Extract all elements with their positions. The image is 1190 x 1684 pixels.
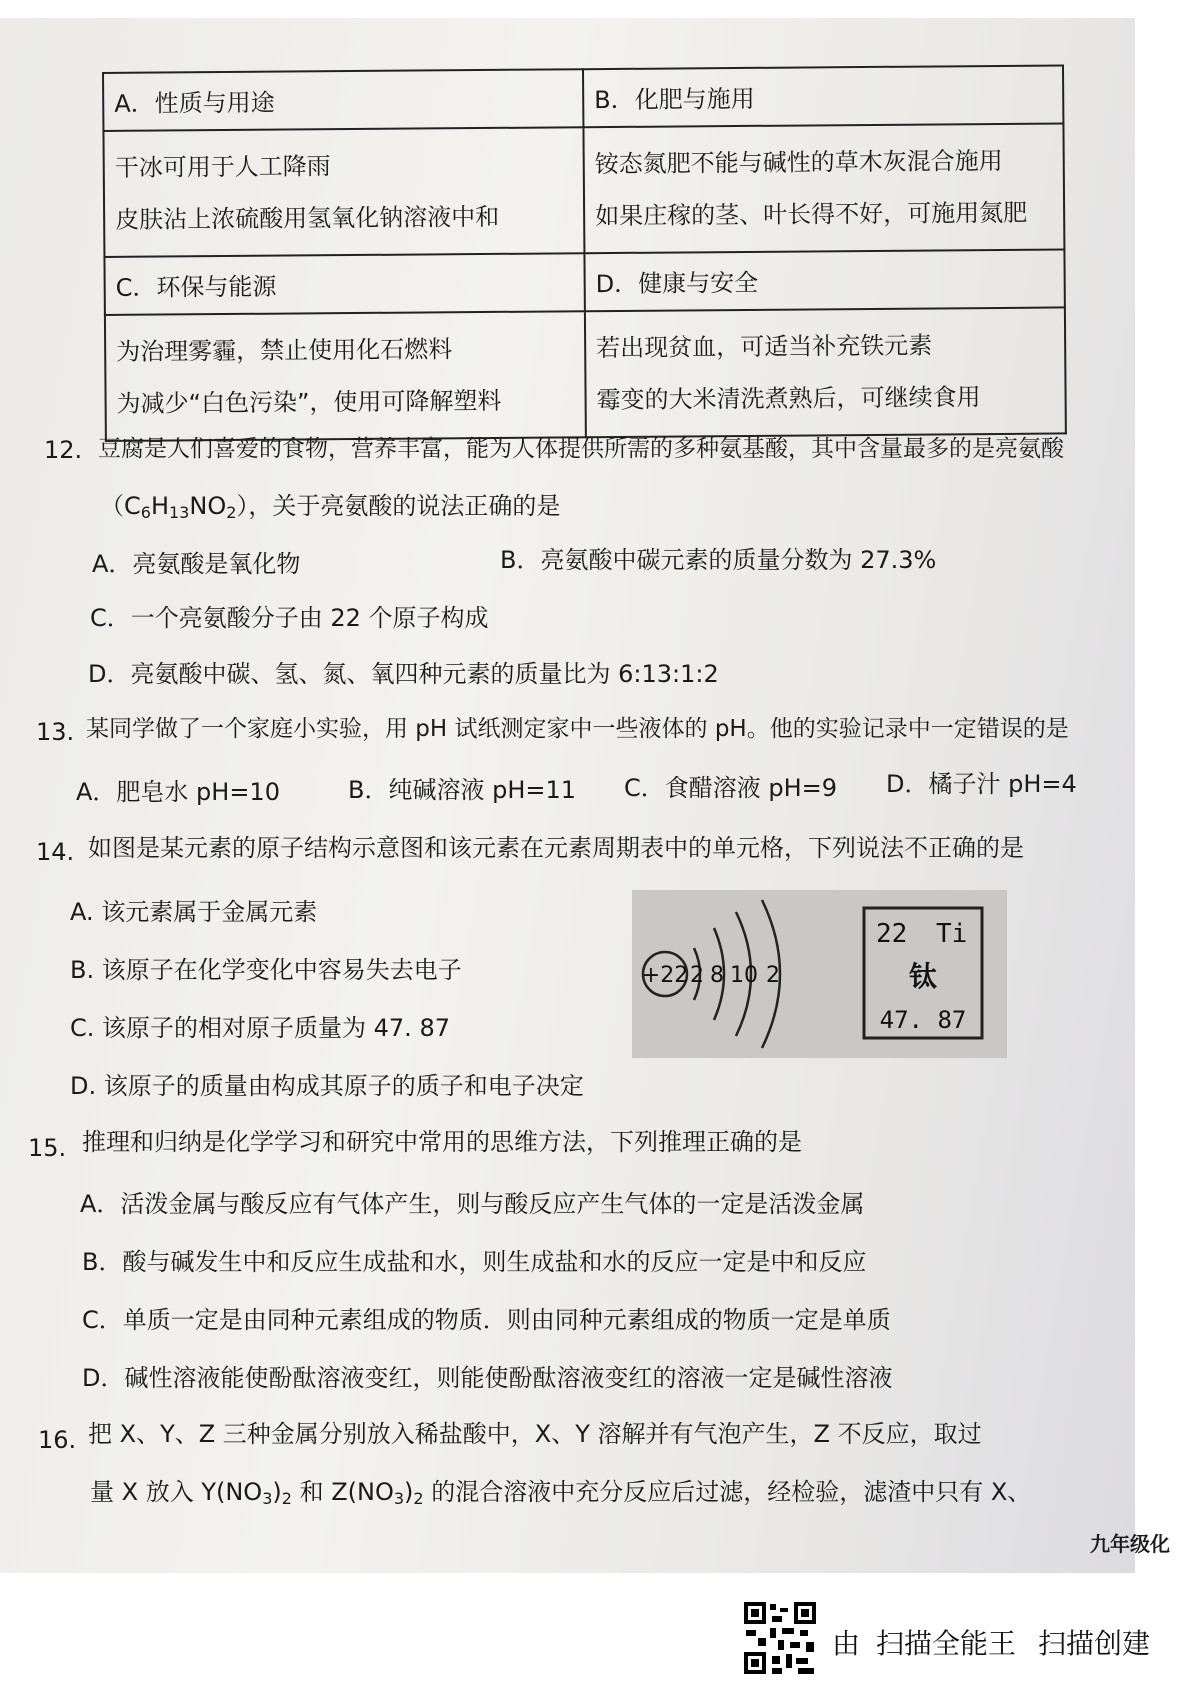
qr-code-icon [742,1600,818,1676]
q16-stem-part-d: ) [404,1478,414,1506]
footer-app-name: 扫描全能王 [876,1627,1017,1660]
q14-option-a: A. 该元素属于金属元素 [70,898,318,926]
q12-stem-line-2 [100,494,560,521]
q13-option-a: A．肥皂水 pH=10 [76,778,280,806]
periodic-cell-name: 钛 [908,960,938,993]
q16-stem-line-2 [90,1480,1031,1507]
q12-option-c: C．一个亮氨酸分子由 22 个原子构成 [90,604,489,632]
q15-option-b: B．酸与碱发生中和反应生成盐和水，则生成盐和水的反应一定是中和反应 [82,1248,867,1276]
q16-sub-2: 2 [281,1489,292,1508]
table-cell-a-body [103,127,584,257]
table-cell-d-head: D．健康与安全 [584,249,1064,311]
shell-count-1: 2 [690,963,704,988]
table-cell-c-body [105,311,586,441]
footer-by-text: 由 [832,1627,861,1660]
q16-sub-4: 2 [413,1489,424,1508]
table-cell-c-head: C．环保与能源 [104,253,584,315]
q12-formula-open: （C [100,492,141,520]
q16-stem-part-c: 和 Z(NO [291,1478,394,1506]
q13-option-b: B．纯碱溶液 pH=11 [348,776,577,804]
q12-formula-sub-c: 6 [140,503,151,522]
periodic-cell-symbol: Ti [936,919,968,949]
q12-formula-close: ） [236,492,249,520]
q16-number: 16. [38,1426,77,1454]
corner-grade-label: 九年级化 [1090,1532,1170,1556]
table-cell-a-head: A．性质与用途 [103,69,583,131]
table-b-line-2: 如果庄稼的茎、叶长得不好，可施用氮肥 [595,198,1028,231]
q13-option-d: D．橘子汁 pH=4 [886,770,1077,798]
q12-option-b: B．亮氨酸中碳元素的质量分数为 27.3% [500,546,937,574]
q14-number: 14. [36,838,75,866]
q14-option-c: C. 该原子的相对原子质量为 47. 87 [70,1014,450,1042]
table-cell-b-head: B．化肥与施用 [583,65,1063,127]
q12-formula-sub-h: 13 [169,503,190,522]
nucleus-charge: +22 [641,963,689,988]
question-11-table [102,64,1067,442]
atom-structure-figure [632,890,1007,1058]
q14-option-b: B. 该原子在化学变化中容易失去电子 [70,956,462,984]
table-cell-b-body [583,123,1064,253]
table-a-line-2: 皮肤沾上浓硫酸用氢氧化钠溶液中和 [115,202,500,234]
shell-count-2: 8 [710,963,724,988]
q12-formula-h: H [150,492,169,520]
periodic-cell-number: 22 [876,919,908,949]
q16-stem-line-1: 把 X、Y、Z 三种金属分别放入稀盐酸中，X、Y 溶解并有气泡产生，Z 不反应，取过 [88,1420,982,1448]
q12-formula-no: NO [189,492,227,520]
q15-stem: 推理和归纳是化学学习和研究中常用的思维方法，下列推理正确的是 [82,1128,802,1156]
q15-option-d: D．碱性溶液能使酚酞溶液变红，则能使酚酞溶液变红的溶液一定是碱性溶液 [82,1364,893,1392]
table-c-line-2: 为减少“白色污染”，使用可降解塑料 [116,386,502,418]
footer-action-text: 扫描创建 [1038,1627,1151,1660]
q16-sub-3: 3 [393,1489,405,1508]
table-a-line-1: 干冰可用于人工降雨 [114,152,331,182]
table-b-line-1: 铵态氮肥不能与碱性的草木灰混合施用 [594,146,1003,179]
q15-option-c: C．单质一定是由同种元素组成的物质．则由同种元素组成的物质一定是单质 [82,1306,891,1334]
q16-stem-part-b: ) [272,1478,282,1506]
q13-stem: 某同学做了一个家庭小实验，用 pH 试纸测定家中一些液体的 pH。他的实验记录中一定错误的是 [86,716,1069,742]
shell-count-4: 2 [766,963,780,988]
q12-option-d: D．亮氨酸中碳、氢、氮、氧四种元素的质量比为 6:13:1:2 [88,660,719,688]
periodic-cell-mass: 47. 87 [879,1006,967,1034]
q15-number: 15. [28,1134,67,1162]
q16-stem-part-a: 量 X 放入 Y(NO [90,1478,263,1506]
q12-number: 12. [44,436,83,464]
q13-option-c: C．食醋溶液 pH=9 [624,774,838,802]
q14-stem: 如图是某元素的原子结构示意图和该元素在元素周期表中的单元格，下列说法不正确的是 [88,834,1024,862]
q14-option-d: D. 该原子的质量由构成其原子的质子和电子决定 [70,1072,584,1100]
q13-number: 13. [36,718,75,746]
table-c-line-1: 为治理雾霾，禁止使用化石燃料 [116,335,453,366]
atom-diagram-svg [632,890,1007,1058]
q12-stem-line-1: 豆腐是人们喜爱的食物，营养丰富，能为人体提供所需的多种氨基酸，其中含量最多的是亮氨酸 [98,436,1064,462]
q12-stem-rest: ，关于亮氨酸的说法正确的是 [248,492,561,520]
table-d-line-1: 若出现贫血，可适当补充铁元素 [596,331,933,363]
q16-sub-1: 3 [262,1489,273,1508]
q12-formula-sub-o: 2 [226,503,237,522]
table-cell-d-body [585,307,1066,437]
q12-option-a: A．亮氨酸是氧化物 [92,550,301,578]
q15-option-a: A．活泼金属与酸反应有气体产生，则与酸反应产生气体的一定是活泼金属 [80,1190,865,1218]
table-d-line-2: 霉变的大米清洗煮熟后，可继续食用 [596,383,981,415]
shell-count-3: 10 [730,963,758,988]
q16-stem-part-e: 的混合溶液中充分反应后过滤，经检验，滤渣中只有 X、 [423,1478,1032,1506]
